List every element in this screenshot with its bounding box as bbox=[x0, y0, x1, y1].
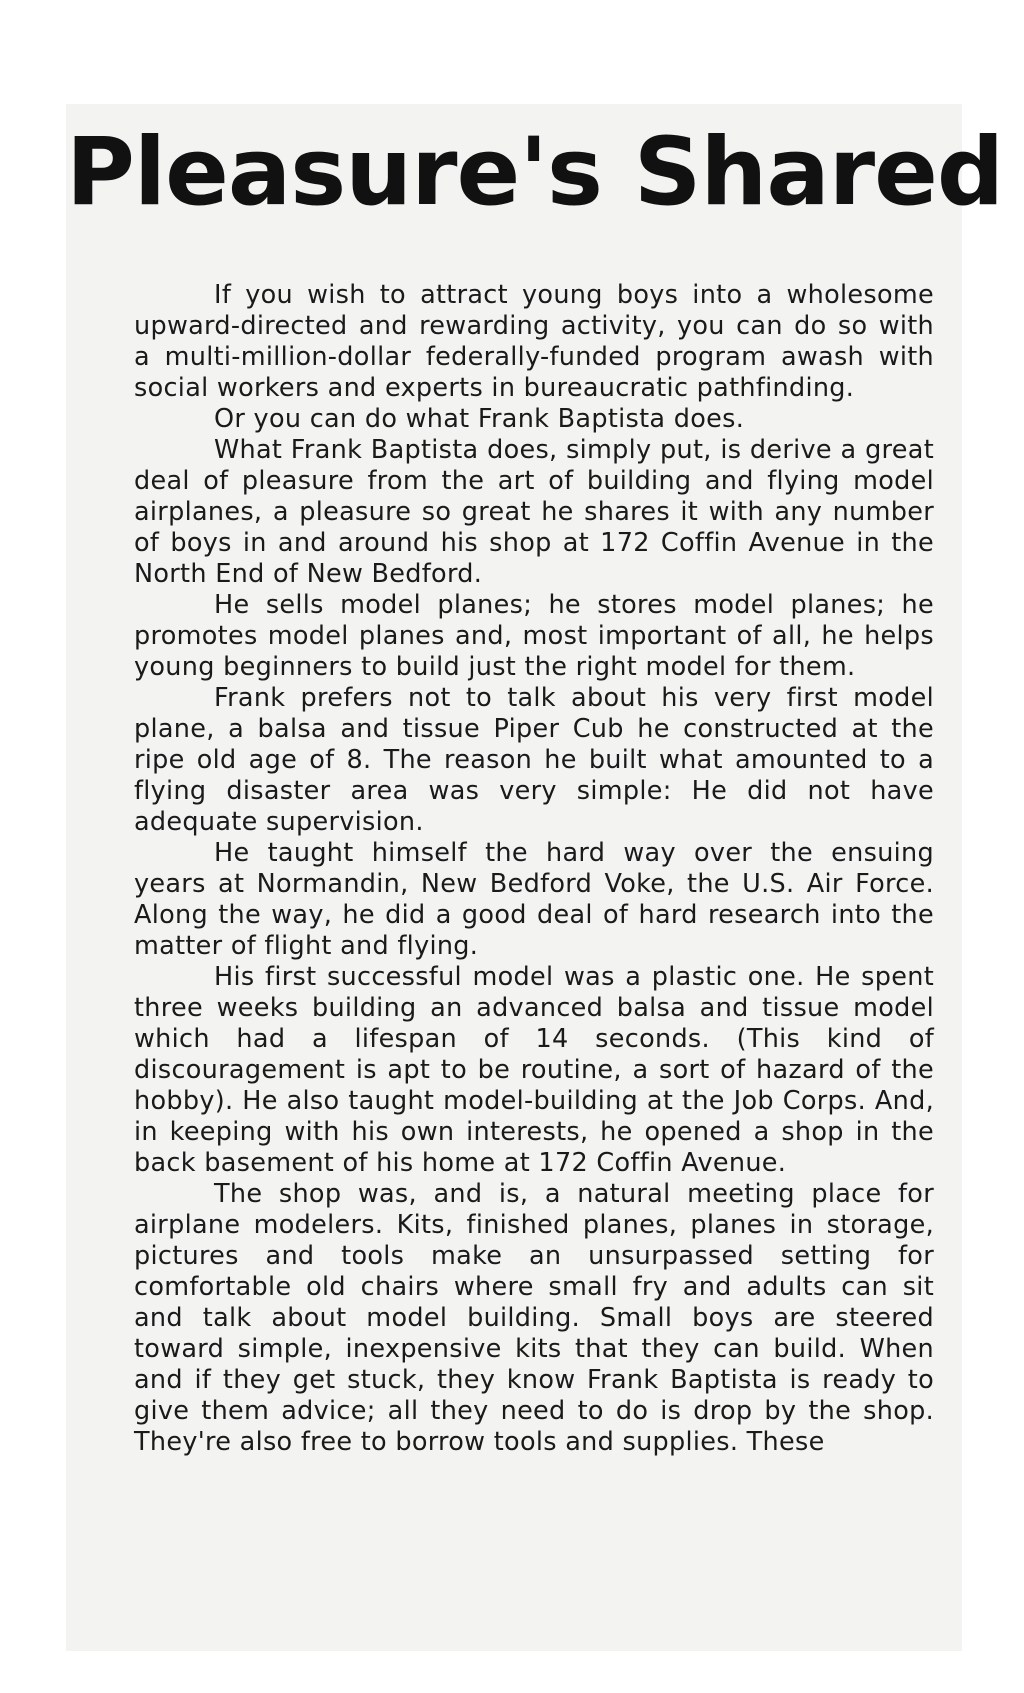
paragraph-2: Or you can do what Frank Baptista does. bbox=[214, 404, 745, 434]
newspaper-clipping bbox=[66, 104, 1004, 1651]
paragraph-5: Frank prefers not to talk about his very first model plane, a balsa and tissue Piper Cub he constructed at the ripe old age of 8. The reason he built what amounted to a flying disaster area was very simple: He did not have adequate supervision. bbox=[134, 683, 934, 837]
paragraph-7: His first successful model was a plastic one. He spent three weeks building an advanced balsa and tissue model which had a lifespan of 14 seconds. (This kind of discouragement is apt to be routine, a sort of hazard of the hobby). He also taught model-building at the Job Corps. And, in keeping with his own interests, he opened a shop in the back basement of his home at 172 Coffin Avenue. bbox=[134, 962, 934, 1178]
headline: Pleasure's Shared bbox=[66, 118, 1004, 227]
paragraph-1: If you wish to attract young boys into a wholesome upward-directed and rewarding activity, you can do so with a multi-million-dollar federally-funded program awash with social workers and experts in bureaucratic pathfinding. bbox=[134, 280, 934, 403]
paragraph-6: He taught himself the hard way over the ensuing years at Normandin, New Bedford Voke, the U.S. Air Force. Along the way, he did a good deal of hard research into the matter of flight and flying. bbox=[134, 838, 934, 961]
paragraph-3: What Frank Baptista does, simply put, is derive a great deal of pleasure from the art of building and flying model airplanes, a pleasure so great he shares it with any number of boys in and around his shop at 172 Coffin Avenue in the North End of New Bedford. bbox=[134, 435, 934, 589]
paragraph-8: The shop was, and is, a natural meeting place for airplane modelers. Kits, finished planes, planes in storage, pictures and tools make an unsurpassed setting for comfortable old chairs where small fry and adults can sit and talk about model building. Small boys are steered toward simple, inexpensive kits that they can build. When and if they get stuck, they know Frank Baptista is ready to give them advice; all they need to do is drop by the shop. They're also free to borrow tools and supplies. These bbox=[134, 1179, 934, 1457]
article-body bbox=[134, 280, 934, 1458]
paragraph-4: He sells model planes; he stores model planes; he promotes model planes and, most important of all, he helps young beginners to build just the right model for them. bbox=[134, 590, 934, 682]
